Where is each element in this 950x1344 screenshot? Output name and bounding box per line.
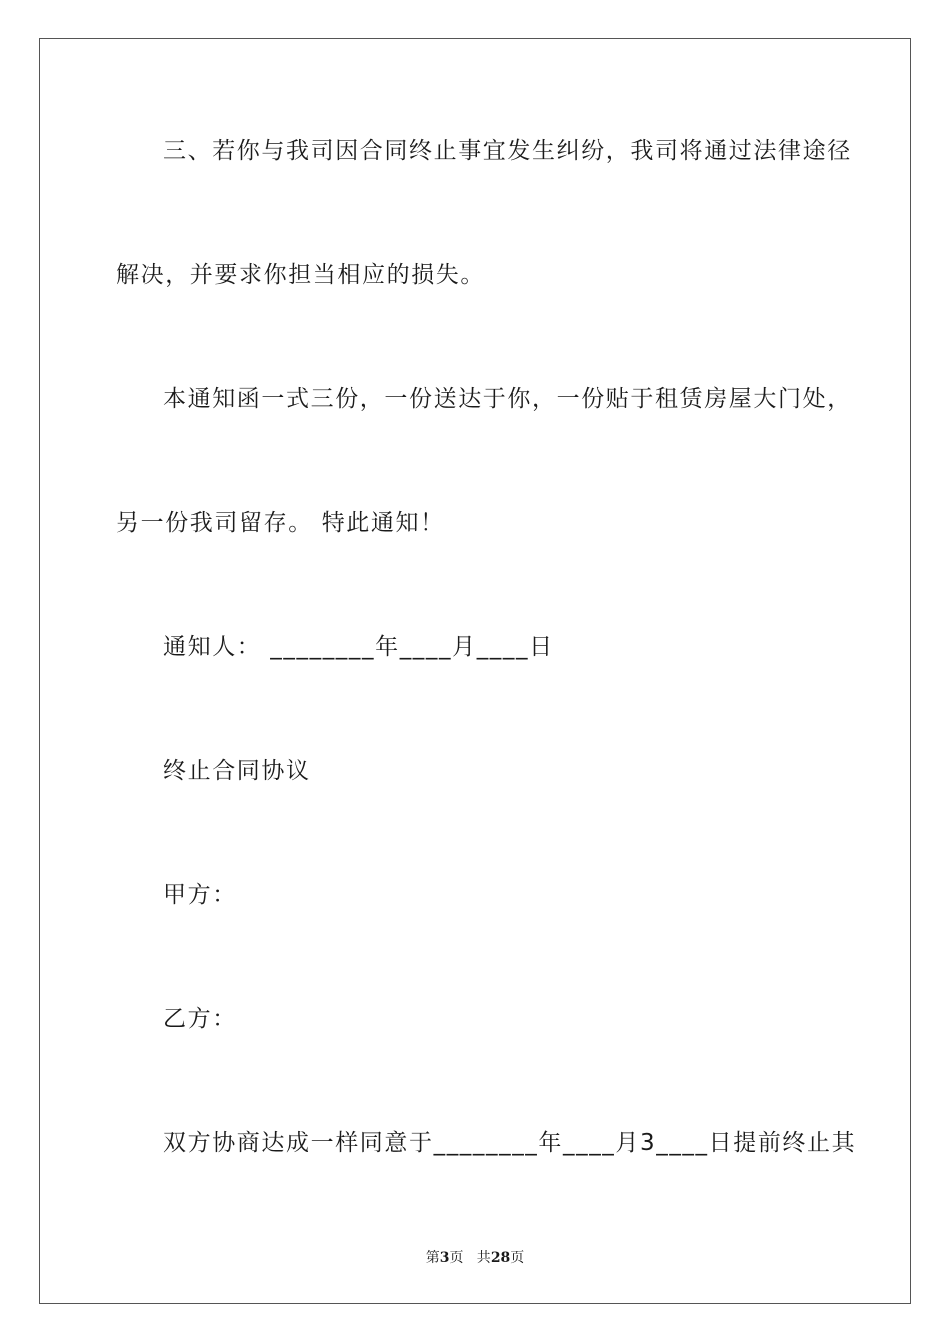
page-border	[39, 38, 911, 1304]
notifier-date-line: 通知人： ________年____月____日	[163, 634, 554, 660]
section-heading-termination-agreement: 终止合同协议	[163, 758, 311, 784]
paragraph-line-clause-three-cont: 解决，并要求你担当相应的损失。	[116, 262, 485, 288]
page-footer	[0, 1248, 950, 1268]
footer-current-page: 3	[439, 1250, 450, 1266]
party-a-line: 甲方：	[163, 882, 237, 908]
footer-total-pages: 28	[490, 1250, 511, 1266]
footer-middle: 页 共	[449, 1250, 491, 1266]
footer-prefix: 第	[425, 1250, 440, 1266]
footer-suffix: 页	[510, 1250, 525, 1266]
party-b-line: 乙方：	[163, 1006, 237, 1032]
paragraph-line-notice-copies: 本通知函一式三份，一份送达于你，一份贴于租赁房屋大门处，	[163, 386, 852, 412]
paragraph-line-clause-three: 三、若你与我司因合同终止事宜发生纠纷，我司将通过法律途径	[163, 138, 852, 164]
paragraph-line-mutual-agreement: 双方协商达成一样同意于________年____月3____日提前终止其	[163, 1130, 857, 1156]
paragraph-line-notice-copies-cont: 另一份我司留存。 特此通知！	[116, 510, 445, 536]
